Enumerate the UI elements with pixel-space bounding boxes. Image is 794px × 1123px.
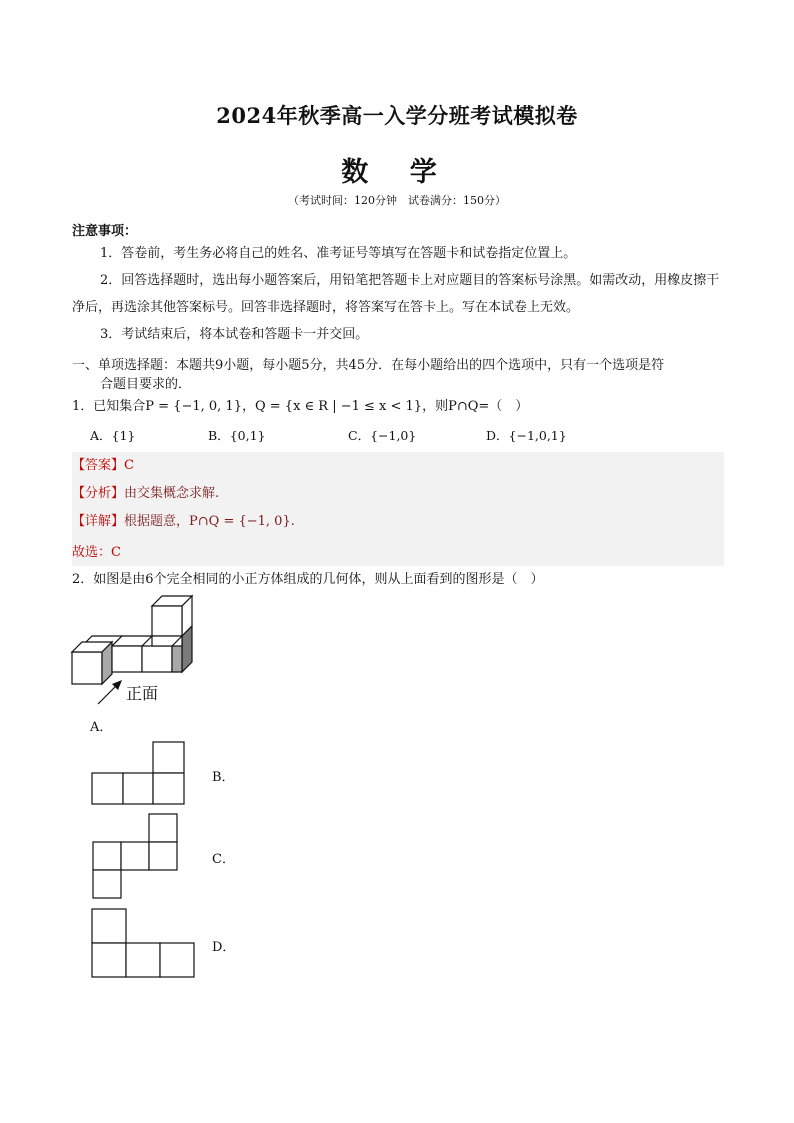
detail-math: P∩Q = {−1, 0} bbox=[189, 514, 291, 529]
exam-title: 2024年秋季高一入学分班考试模拟卷 bbox=[216, 103, 578, 128]
q1-mid: ，则 bbox=[422, 399, 449, 414]
option-letter: A． bbox=[90, 428, 112, 443]
option-letter: D． bbox=[486, 428, 509, 443]
subject-title: 数 学 bbox=[341, 157, 453, 188]
q2-option-c[interactable]: C． bbox=[212, 852, 235, 867]
q2-figure-c bbox=[90, 812, 182, 902]
q2-option-a[interactable]: A． bbox=[90, 720, 113, 735]
analysis-line bbox=[72, 482, 219, 501]
exam-info: （考试时间：120分钟 试卷满分：150分） bbox=[288, 194, 506, 207]
detail-text: 根据题意， bbox=[124, 514, 190, 529]
option-letter: C． bbox=[348, 428, 371, 443]
q2-figure-d bbox=[90, 907, 198, 979]
option-text: {−1,0,1} bbox=[508, 428, 567, 443]
analysis-text: 由交集概念求解. bbox=[124, 486, 220, 501]
q1-sep: ， bbox=[241, 399, 255, 414]
answer-box bbox=[72, 452, 724, 566]
notes-heading: 注意事项： bbox=[72, 224, 138, 239]
final-label: 故选： bbox=[72, 545, 112, 560]
detail-tag: 【详解】 bbox=[72, 514, 125, 529]
note-item-3: 3．考试结束后，将本试卷和答题卡一并交回。 bbox=[100, 327, 369, 342]
question-2-stem: 2．如图是由6个完全相同的小正方体组成的几何体，则从上面看到的图形是（ ） bbox=[72, 572, 544, 587]
section-heading bbox=[72, 356, 726, 394]
detail-end: . bbox=[290, 514, 295, 529]
final-value: C bbox=[111, 545, 121, 560]
q1-option-d[interactable] bbox=[486, 426, 567, 444]
option-text: {−1,0} bbox=[370, 428, 417, 443]
answer-line bbox=[72, 454, 134, 473]
final-line bbox=[72, 541, 121, 560]
question-1-stem bbox=[72, 395, 528, 414]
q1-option-b[interactable] bbox=[208, 426, 265, 444]
answer-value: C bbox=[124, 458, 134, 473]
answer-tag: 【答案】 bbox=[72, 458, 125, 473]
front-label: 正面 bbox=[126, 684, 159, 703]
q1-set-p: P = {−1, 0, 1} bbox=[145, 399, 242, 414]
note-item-1: 1．答卷前，考生务必将自己的姓名、准考证号等填写在答题卡和试卷指定位置上。 bbox=[100, 246, 577, 261]
q1-set-q: Q = {x ∈ R | −1 ≤ x < 1} bbox=[254, 399, 423, 414]
option-letter: B． bbox=[208, 428, 230, 443]
q1-option-a[interactable] bbox=[90, 426, 135, 444]
q2-figure-b bbox=[90, 740, 186, 806]
q2-option-b[interactable]: B． bbox=[212, 770, 235, 785]
option-text: {1} bbox=[111, 428, 136, 443]
q1-option-c[interactable] bbox=[348, 426, 416, 444]
detail-line bbox=[72, 510, 295, 529]
q2-option-d[interactable]: D． bbox=[212, 940, 236, 955]
analysis-tag: 【分析】 bbox=[72, 486, 125, 501]
q1-prefix: 1．已知集合 bbox=[72, 399, 146, 414]
note-item-2: 2．回答选择题时，选出每小题答案后，用铅笔把答题卡上对应题目的答案标号涂黑。如需改动，用橡皮擦干净后，再选涂其他答案标号。回答非选择题时，将答案写在答卡上。写在本试卷上无效。 bbox=[72, 273, 720, 315]
q1-expr: P∩Q bbox=[448, 399, 479, 414]
section-line-2: 合题目要求的． bbox=[100, 377, 192, 392]
section-line-1: 一、单项选择题：本题共9小题，每小题5分，共45分．在每小题给出的四个选项中，只有一个选项是符 bbox=[72, 358, 665, 373]
q1-suffix: =（ ） bbox=[478, 399, 529, 414]
option-text: {0,1} bbox=[229, 428, 266, 443]
